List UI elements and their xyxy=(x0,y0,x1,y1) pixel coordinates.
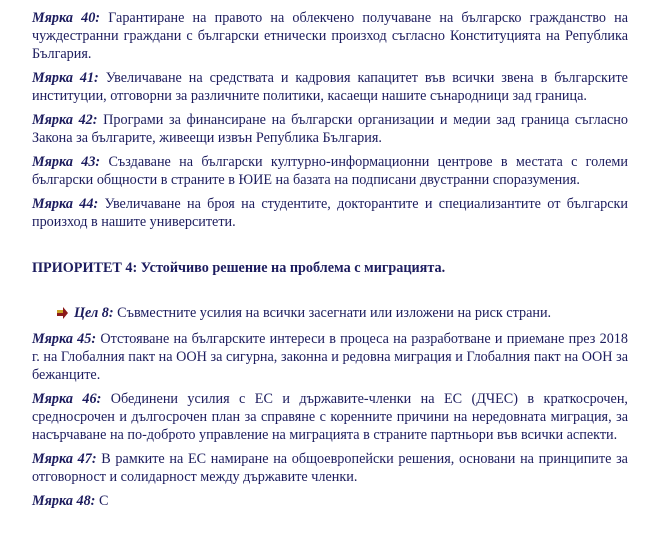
measure-label: Мярка 40: xyxy=(32,10,101,26)
measure-48-cut xyxy=(32,492,628,509)
measure-46 xyxy=(32,390,628,444)
measure-41 xyxy=(32,69,628,105)
goal-text: Съвместните усилия на всички засегнати или изложени на риск страни. xyxy=(113,305,552,321)
measure-text: В рамките на ЕС намиране на общоевропейски решения, основани на принципите за отговорност и солидарност между държавите членки. xyxy=(32,451,628,485)
goal-label: Цел 8: xyxy=(74,305,114,321)
measure-label: Мярка 48: xyxy=(32,493,96,509)
measure-label: Мярка 43: xyxy=(32,154,101,170)
measure-label: Мярка 45: xyxy=(32,331,97,347)
measure-text: Отстояване на българските интереси в процеса на разработване и приемане през 2018 г. на Глобалния пакт на ООН за сигурна, законна и редовна миграция и Глобалния пакт на ООН за бежанците. xyxy=(32,331,628,383)
measure-text: Увеличаване на броя на студентите, докторантите и специализантите от български произход в нашите университети. xyxy=(32,196,628,230)
arrow-bullet-icon xyxy=(56,307,68,319)
document-page xyxy=(32,9,628,509)
goal-8 xyxy=(32,304,628,322)
measure-label: Мярка 47: xyxy=(32,451,97,467)
measure-label: Мярка 46: xyxy=(32,391,102,407)
measure-text: Програми за финансиране на български организации и медии зад граница съгласно Закона за българите, живеещи извън Република България. xyxy=(32,112,628,146)
priority-heading: ПРИОРИТЕТ 4: Устойчиво решение на проблема с миграцията. xyxy=(32,260,446,276)
measure-45 xyxy=(32,330,628,384)
measure-47 xyxy=(32,450,628,486)
measure-text: С xyxy=(95,493,109,509)
measure-text: Гарантиране на правото на облекчено получаване на българско гражданство на чуждестранни граждани с български етнически произход съгласно Конституцията на Република България. xyxy=(32,10,628,62)
measure-label: Мярка 44: xyxy=(32,196,99,212)
measure-43 xyxy=(32,153,628,189)
measure-label: Мярка 41: xyxy=(32,70,99,86)
measure-44 xyxy=(32,195,628,231)
measure-42 xyxy=(32,111,628,147)
measure-40 xyxy=(32,9,628,63)
measure-text: Обединени усилия с ЕС и държавите-членки на ЕС (ДЧЕС) в краткосрочен, средносрочен и дългосрочен план за справяне с коренните причини на нередовната миграция, за насърчаване на по-доброто управление на миграцията в страните партньори във всички аспекти. xyxy=(32,391,628,443)
measure-text: Увеличаване на средствата и кадровия капацитет във всички звена в българските институции, отговорни за различните политики, касаещи нашите сънародници зад граница. xyxy=(32,70,628,104)
measure-text: Създаване на български културно-информационни центрове в местата с големи български общности в страните в ЮИЕ на базата на подписани двустранни споразумения. xyxy=(32,154,628,188)
measure-label: Мярка 42: xyxy=(32,112,98,128)
